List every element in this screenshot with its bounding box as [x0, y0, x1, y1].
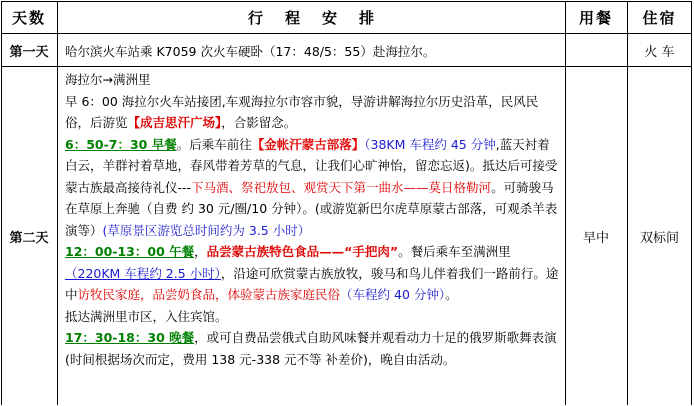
- itinerary-table: [1, 1, 692, 405]
- genghis-square-highlight: 【成吉思汗广场】: [127, 115, 222, 130]
- hand-meat-highlight: 品尝蒙古族特色食品——“手把肉”: [206, 244, 399, 259]
- header-divider: [1, 33, 692, 34]
- table-border-top: [1, 1, 692, 2]
- day-2-meals: 早中: [582, 230, 609, 246]
- day-2-hotel: 双标间: [639, 230, 679, 246]
- dinner-time: 17：30-18：30 晚餐: [65, 330, 195, 345]
- day-1-label: 第一天: [9, 45, 49, 60]
- day-2-label: 第二天: [9, 230, 49, 246]
- breakfast-time: 6：50-7：30 早餐: [65, 136, 177, 152]
- header-meals: 用餐: [578, 9, 613, 27]
- day-1-meals: [565, 34, 627, 67]
- day-2-itinerary: [57, 67, 565, 405]
- header-hotel: 住宿: [642, 9, 677, 27]
- column-divider-2: [565, 1, 566, 405]
- morning-paragraph: 早 6：00 海拉尔火车站接团,车观海拉尔市容市貌，导游讲解海拉尔历史沿革，民风民俗，后游览【成吉思汗广场】，合影留念。: [65, 93, 539, 130]
- header-day: 天数: [11, 9, 46, 27]
- day-1-itinerary: 哈尔滨火车站乘 K7059 次火车硬卧（17：48/5：55）赴海拉尔。: [65, 43, 436, 59]
- table-border-right: [691, 1, 692, 405]
- lunch-paragraph: 12：00-13：00 午餐，品尝蒙古族特色食品——“手把肉”。餐后乘车至满洲里（220KM 车程约 2.5 小时），沿途可欣赏蒙古族放牧，骏马和鸟儿伴着我们一路前行。途中访牧民家庭，品尝奶食品，体验蒙古族家庭民俗（车程约 40 分钟）。: [65, 244, 559, 302]
- breakfast-paragraph: 6：50-7：30 早餐。后乘车前往【金帐汗蒙古部落】（38KM 车程约 45 分钟,蓝天衬着白云，羊群衬着草地，春风带着芳草的气息，让我们心旷神怡，留恋忘返)。抵达后可接受蒙古族最高接待礼仪---下马酒、祭祀敖包、观赏天下第一曲水——莫日格勒河。可骑骏马在草原上奔驰（自费 约 30 元/圈/10 分钟）。(或游览新巴尔虎草原蒙古部落，可观杀羊表演等）(草原景区游览总时间约为 3.5 小时）: [65, 136, 558, 238]
- lunch-time: 12：00-13：00 午餐: [65, 244, 195, 259]
- route-line: 海拉尔→满洲里: [65, 72, 151, 87]
- golden-tent-highlight: 【金帐汗蒙古部落】: [251, 136, 365, 152]
- day-1-hotel: 火 车: [644, 45, 675, 60]
- column-divider-1: [57, 1, 58, 405]
- row-divider: [1, 66, 692, 67]
- arrival-paragraph: 抵达满洲里市区，入住宾馆。: [65, 308, 228, 324]
- ceremony-highlight: 下马酒、祭祀敖包、观赏天下第一曲水——莫日格勒河: [191, 179, 492, 195]
- table-border-left: [1, 1, 2, 405]
- dinner-paragraph: 17：30-18：30 晚餐，或可自费品尝俄式自助风味餐并观看动力十足的俄罗斯歌舞表演(时间根据场次而定，费用 138 元-338 元不等 补差价)，晚自由活动。: [65, 330, 557, 367]
- herdsman-visit-highlight: 访牧民家庭，品尝奶食品，体验蒙古族家庭民俗: [77, 287, 341, 302]
- column-divider-3: [627, 1, 628, 405]
- header-itinerary: 行程安排: [247, 9, 396, 27]
